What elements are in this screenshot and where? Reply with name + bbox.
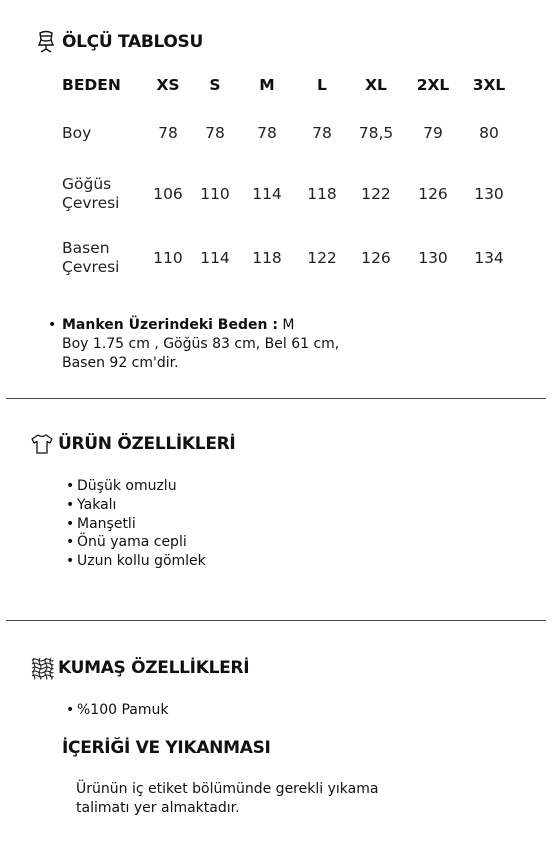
model-size-value: M <box>282 317 295 333</box>
fabric-texture-icon <box>30 656 54 680</box>
table-row-boy <box>54 104 516 162</box>
care-title-text: İÇERİĞİ VE YIKANMASI <box>62 738 271 758</box>
model-measurements-cont: Basen 92 cm'dir. <box>62 355 179 371</box>
header-size-2xl: 2XL <box>416 76 450 94</box>
row-label-gogus: Göğüs Çevresi <box>62 175 120 212</box>
list-item: • Yakalı <box>66 496 206 515</box>
model-info <box>48 316 339 373</box>
header-size-m: M <box>259 76 275 94</box>
model-size-label: Manken Üzerindeki Beden : <box>62 317 278 333</box>
table-row-basen <box>54 226 516 290</box>
table-cell: 122 <box>361 185 391 203</box>
header-size-xl: XL <box>365 76 387 94</box>
table-cell: 114 <box>252 185 282 203</box>
table-cell: 130 <box>474 185 504 203</box>
table-cell: 114 <box>200 249 230 267</box>
tshirt-icon <box>30 432 54 456</box>
table-cell: 118 <box>252 249 282 267</box>
product-features-title-text: ÜRÜN ÖZELLİKLERİ <box>58 434 236 454</box>
header-size-l: L <box>317 76 327 94</box>
header-size-s: S <box>209 76 221 94</box>
product-features-title <box>30 432 235 456</box>
header-size-3xl: 3XL <box>472 76 506 94</box>
table-cell: 78 <box>205 124 225 142</box>
table-cell: 78,5 <box>358 124 394 142</box>
section-divider <box>6 620 546 621</box>
table-cell: 126 <box>361 249 391 267</box>
size-table <box>54 66 516 290</box>
size-header-row <box>54 66 516 104</box>
table-cell: 78 <box>257 124 277 142</box>
model-measurements: Boy 1.75 cm , Göğüs 83 cm, Bel 61 cm, <box>62 336 340 352</box>
table-cell: 118 <box>307 185 337 203</box>
table-cell: 106 <box>153 185 183 203</box>
row-label-basen: Basen Çevresi <box>62 239 120 276</box>
size-chart-title <box>34 30 203 54</box>
table-cell: 78 <box>158 124 178 142</box>
fabric-features-list <box>66 701 169 720</box>
table-cell: 79 <box>423 124 443 142</box>
list-item: • %100 Pamuk <box>66 701 169 720</box>
fabric-features-title <box>30 656 249 680</box>
mannequin-icon <box>34 30 58 54</box>
section-divider <box>6 398 546 399</box>
table-row-gogus <box>54 162 516 226</box>
fabric-features-title-text: KUMAŞ ÖZELLİKLERİ <box>58 658 250 678</box>
care-text: Ürünün iç etiket bölümünde gerekli yıkama talimatı yer almaktadır. <box>76 781 379 816</box>
table-cell: 110 <box>200 185 230 203</box>
header-size-xs: XS <box>156 76 180 94</box>
table-cell: 80 <box>479 124 499 142</box>
table-cell: 134 <box>474 249 504 267</box>
list-item: • Uzun kollu gömlek <box>66 552 206 571</box>
table-cell: 110 <box>153 249 183 267</box>
header-beden: BEDEN <box>62 76 121 94</box>
table-cell: 130 <box>418 249 448 267</box>
list-item: • Manşetli <box>66 515 206 534</box>
bullet: • <box>48 317 57 333</box>
table-cell: 122 <box>307 249 337 267</box>
size-chart-title-text: ÖLÇÜ TABLOSU <box>62 32 203 52</box>
table-cell: 126 <box>418 185 448 203</box>
product-features-list <box>66 477 206 571</box>
row-label-boy: Boy <box>62 123 92 142</box>
list-item: • Önü yama cepli <box>66 533 206 552</box>
care-title <box>62 738 271 758</box>
list-item: • Düşük omuzlu <box>66 477 206 496</box>
table-cell: 78 <box>312 124 332 142</box>
